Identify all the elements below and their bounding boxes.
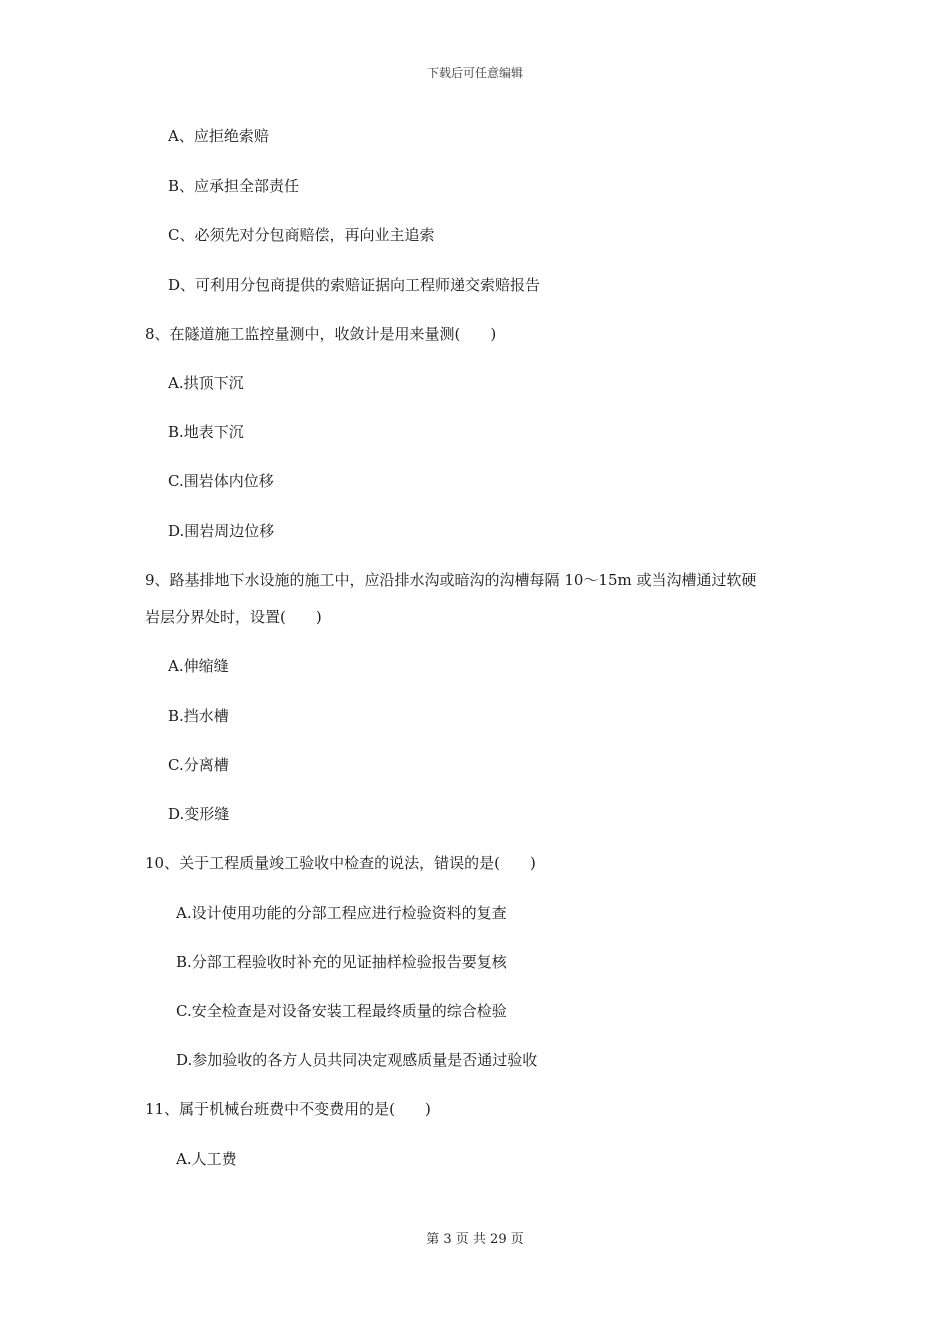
question-10: 10、关于工程质量竣工验收中检查的说法，错误的是( ) [145, 854, 536, 872]
option-a: A、应拒绝索赔 [168, 127, 269, 145]
option-c: C.分离槽 [168, 756, 229, 774]
option-b: B.分部工程验收时补充的见证抽样检验报告要复核 [176, 953, 507, 971]
option-d: D.变形缝 [168, 805, 230, 823]
option-c: C.安全检查是对设备安装工程最终质量的综合检验 [176, 1002, 507, 1020]
question-9-line-2: 岩层分界处时，设置( ) [145, 608, 322, 626]
option-c: C、必须先对分包商赔偿，再向业主追索 [168, 226, 435, 244]
option-d: D、可利用分包商提供的索赔证据向工程师递交索赔报告 [168, 276, 541, 294]
option-a: A.伸缩缝 [168, 657, 229, 675]
question-11: 11、属于机械台班费中不变费用的是( ) [145, 1100, 431, 1118]
option-b: B.挡水槽 [168, 707, 229, 725]
option-a: A.人工费 [176, 1150, 237, 1168]
option-a: A.设计使用功能的分部工程应进行检验资料的复查 [176, 904, 507, 922]
option-b: B.地表下沉 [168, 423, 244, 441]
option-d: D.参加验收的各方人员共同决定观感质量是否通过验收 [176, 1051, 538, 1069]
option-b: B、应承担全部责任 [168, 177, 300, 195]
page-footer: 第 3 页 共 29 页 [426, 1232, 524, 1247]
option-d: D.围岩周边位移 [168, 522, 275, 540]
option-c: C.围岩体内位移 [168, 472, 274, 490]
page-header: 下载后可任意编辑 [426, 66, 523, 80]
question-8: 8、在隧道施工监控量测中，收敛计是用来量测( ) [145, 325, 497, 343]
question-9-line-1: 9、路基排地下水设施的施工中，应沿排水沟或暗沟的沟槽每隔 10～15m 或当沟槽通过软硬 [145, 571, 757, 589]
option-a: A.拱顶下沉 [168, 374, 244, 392]
